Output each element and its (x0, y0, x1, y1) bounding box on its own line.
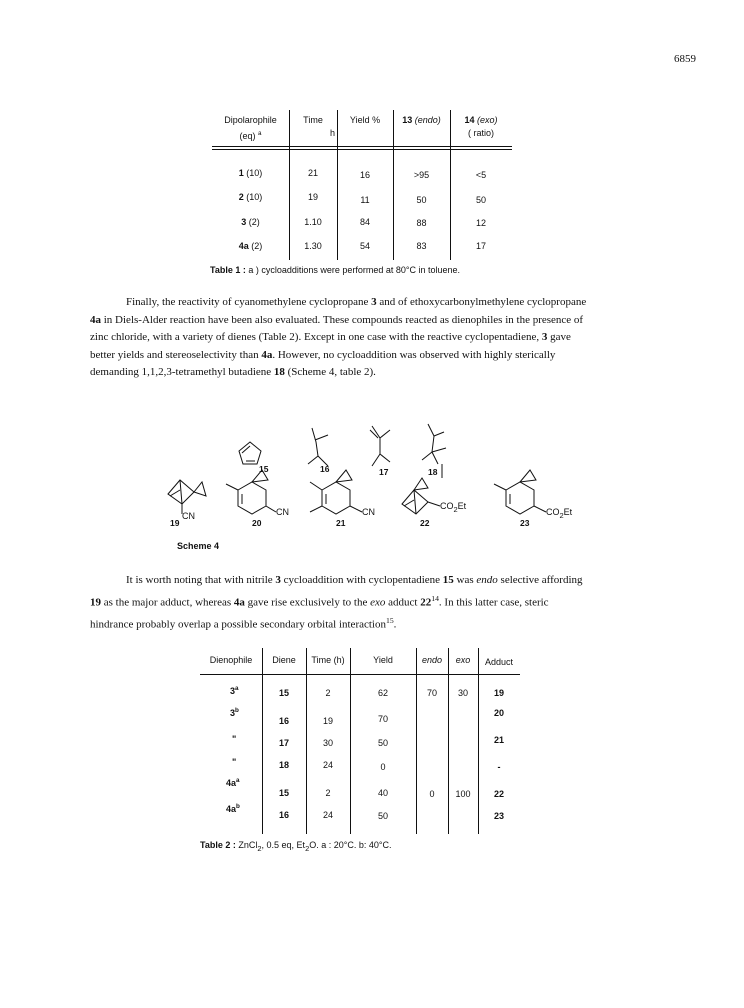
table2-header-time: Time (h) (311, 655, 345, 665)
adduct-label: 22 (420, 518, 430, 528)
table-2: Dienophile Diene Time (h) Yield endo exo Adduct 3$^a$ 15 2 62 70 30 19 3$^b$ 16 19 70 20 " 17 30 50 21 " 18 24 0 - $4a^a$ 15 2 40 0 100 22 $4a^b$ 16 24 50 23 (200, 646, 520, 836)
table1-header-exo: 14 (exo) ( ratio) (464, 115, 498, 138)
diene-label: 16 (320, 464, 330, 474)
adduct-label: 23 (520, 518, 530, 528)
table-rule (337, 110, 338, 260)
table2-header-yield: Yield (373, 655, 393, 665)
adduct-label: 19 (170, 518, 180, 528)
table-rule (416, 648, 417, 834)
diene-label: 17 (379, 467, 389, 477)
table1-header-dipolarophile: Dipolarophile (eq) $^a$ (224, 115, 277, 141)
table1-header-time: Time h (303, 115, 335, 138)
adduct-21-structure (310, 470, 362, 514)
table1-caption: Table 1 : a ) cycloadditions were performed at 80°C in toluene. (210, 265, 461, 275)
group-co2et: $CO_2Et$ (440, 501, 467, 514)
scheme-label: Scheme 4 (177, 541, 220, 551)
diene-15-structure (239, 442, 261, 464)
table-rule (200, 674, 520, 675)
group-cn: CN (182, 511, 195, 521)
table2-header-endo: endo (421, 655, 443, 665)
adduct-22-structure (402, 478, 440, 514)
scheme-4 (158, 420, 598, 540)
table2-caption: Table 2 : ZnCl$_2$, 0.5 eq, $Et_2O$. a : 20°C. b: 40°C. (200, 840, 392, 853)
group-cn: CN (362, 507, 375, 517)
adduct-19-structure (168, 480, 206, 514)
table-rule (448, 648, 449, 834)
diene-label: 15 (259, 464, 269, 474)
adduct-20-structure (226, 470, 276, 514)
adduct-23-structure (494, 470, 546, 514)
paragraph-2: It is worth noting that with nitrile 3 cycloaddition with cyclopentadiene 15 was endo selective affording 19 as the major adduct, whereas 4a gave rise exclusively to the exo adduct $22^{14}$. In this latter case, steric hindrance probably overlap a possible secondary orbital interaction$^{15}$. (90, 574, 583, 631)
table1-header-endo: 13 (endo) (402, 115, 441, 125)
table2-header-diene: Diene (272, 655, 296, 665)
table-1: Dipolarophile (eq) $^a$ Time h Yield % 13 (endo) 14 (exo) ( ratio) 1 (10) 21 16 >95 <5 2 (10) 19 11 50 50 3 (2) 1.10 84 88 12 4a (2) 1.30 54 83 17 (212, 110, 512, 260)
scheme-structures (158, 420, 598, 540)
adduct-label: 21 (336, 518, 346, 528)
group-co2et: $CO_2Et$ (546, 507, 573, 520)
paragraph-1: Finally, the reactivity of cyanomethylene cyclopropane 3 and of ethoxycarbonylmethylene cyclopropane 4a in Diels-Alder reaction have been also evaluated. These compounds reacted as dienophiles in the presence of zinc chloride, with a variety of dienes (Table 2). Except in one case with the reactive cyclopentadiene, 3 gave better yields and stereoselectivity than 4a. However, no cycloaddition was observed with highly sterically demanding 1,1,2,3-tetramethyl butadiene 18 (Scheme 4, table 2). (90, 296, 587, 378)
table2-header-dienophile: Dienophile (209, 655, 253, 665)
adduct-label: 20 (252, 518, 262, 528)
table-rule (212, 149, 512, 150)
diene-17-structure (370, 426, 390, 466)
diene-16-structure (308, 428, 328, 466)
diene-label: 18 (428, 467, 438, 477)
table1-header-yield: Yield % (349, 115, 381, 125)
table2-header-adduct: Adduct (484, 657, 514, 667)
table-rule (393, 110, 394, 260)
page-number: 6859 (674, 53, 696, 65)
table2-header-exo: exo (455, 655, 471, 665)
group-cn: CN (276, 507, 289, 517)
table-rule (212, 146, 512, 147)
